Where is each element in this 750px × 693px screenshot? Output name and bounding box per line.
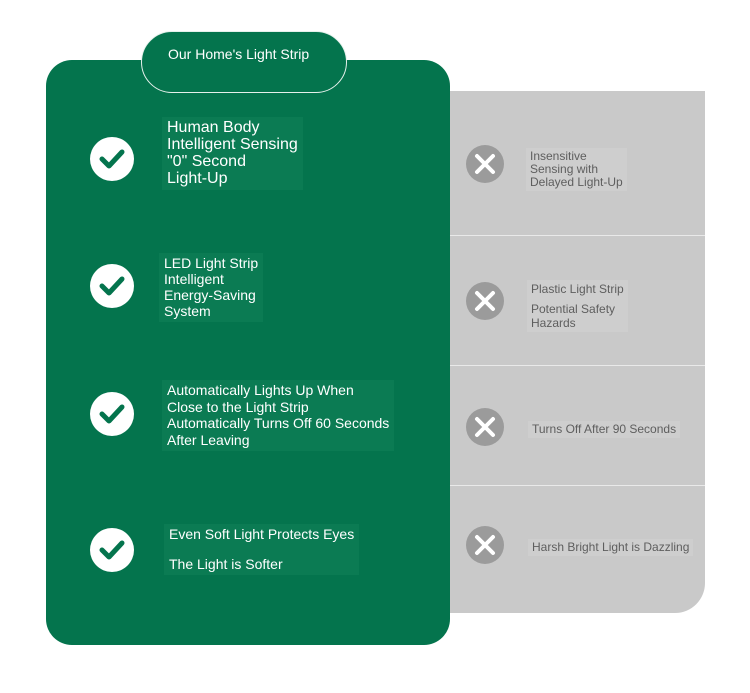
other-feature-4 <box>528 539 693 556</box>
other-feature-3 <box>528 421 680 438</box>
feature-line: Close to the Light Strip <box>167 398 309 415</box>
feature-line: Intelligent <box>164 271 224 287</box>
feature-line: Harsh Bright Light is Dazzling <box>532 540 690 554</box>
feature-line: The Light is Softer <box>169 556 283 572</box>
feature-line: Sensing with <box>530 162 599 176</box>
feature-line: "0" Second <box>167 153 246 170</box>
feature-line: Even Soft Light Protects Eyes <box>169 526 355 542</box>
x-circle-icon <box>466 526 504 564</box>
our-feature-4 <box>164 524 359 575</box>
x-circle-icon <box>466 145 504 183</box>
our-feature-3 <box>162 380 394 451</box>
our-feature-2 <box>159 253 263 322</box>
checkmark-circle-icon <box>90 264 134 308</box>
our-feature-1 <box>162 117 303 190</box>
feature-line: Energy-Saving <box>164 287 256 303</box>
header-title: Our Home's Light Strip <box>168 46 310 62</box>
feature-line: LED Light Strip <box>164 255 259 271</box>
row-divider <box>430 485 705 486</box>
feature-line: Insensitive <box>530 149 587 163</box>
feature-line: Automatically Lights Up When <box>167 382 354 398</box>
other-feature-1 <box>526 148 627 191</box>
feature-line: Delayed Light-Up <box>530 175 623 189</box>
feature-line: Hazards <box>531 316 576 330</box>
feature-line: Plastic Light Strip <box>531 282 624 296</box>
row-divider <box>430 365 705 366</box>
other-feature-2 <box>527 280 628 332</box>
feature-line: Intelligent Sensing <box>167 136 298 153</box>
feature-line: Turns Off After 90 Seconds <box>532 422 677 436</box>
feature-line: After Leaving <box>167 431 250 448</box>
feature-line: Light-Up <box>167 170 228 187</box>
feature-line: Potential Safety <box>531 302 616 316</box>
x-circle-icon <box>466 408 504 446</box>
feature-line: Human Body <box>167 119 260 136</box>
checkmark-circle-icon <box>90 137 134 181</box>
checkmark-circle-icon <box>90 392 134 436</box>
header-pill <box>141 31 347 93</box>
row-divider <box>430 235 705 236</box>
x-circle-icon <box>466 282 504 320</box>
checkmark-circle-icon <box>90 528 134 572</box>
feature-line: Automatically Turns Off 60 Seconds <box>167 415 390 431</box>
feature-line: System <box>164 303 211 319</box>
